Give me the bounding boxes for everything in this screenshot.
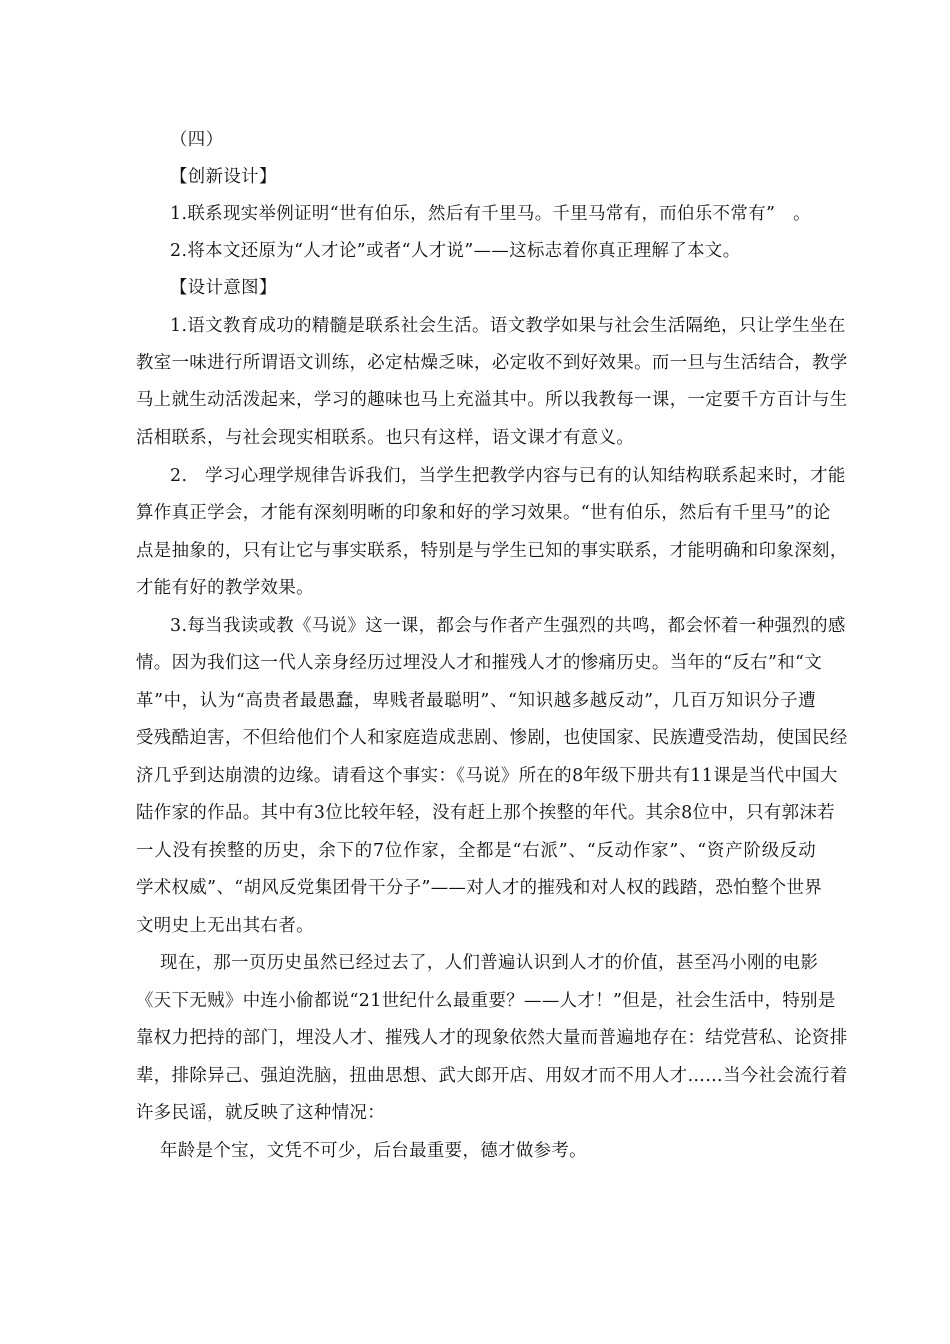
design-item-2: 2.将本文还原为“人才论”或者“人才说”——这标志着你真正理解了本文。 bbox=[170, 241, 741, 261]
paragraph-line: 活相联系，与社会现实相联系。也只有这样，语文课才有意义。 bbox=[136, 428, 635, 448]
paragraph-line: 2. 学习心理学规律告诉我们，当学生把教学内容与已有的认知结构联系起来时，才能 bbox=[170, 466, 846, 486]
folk-rhyme-line: 年龄是个宝，文凭不可少，后台最重要，德才做参考。 bbox=[160, 1141, 587, 1161]
paragraph-line: 革”中，认为“高贵者最愚蠢，卑贱者最聪明”、“知识越多越反动”，几百万知识分子遭 bbox=[136, 691, 816, 711]
paragraph-line: 点是抽象的，只有让它与事实联系，特别是与学生已知的事实联系，才能明确和印象深刻， bbox=[136, 541, 848, 561]
paragraph-line: 才能有好的教学效果。 bbox=[136, 578, 314, 598]
paragraph-line: 现在，那一页历史虽然已经过去了，人们普遍认识到人才的价值，甚至冯小刚的电影 bbox=[160, 953, 819, 973]
paragraph-line: 情。因为我们这一代人亲身经历过埋没人才和摧残人才的惨痛历史。当年的“反右”和“文 bbox=[136, 653, 823, 673]
paragraph-line: 马上就生动活泼起来，学习的趣味也马上充溢其中。所以我教每一课，一定要千方百计与生 bbox=[136, 390, 848, 410]
paragraph-line: 1.语文教育成功的精髓是联系社会生活。语文教学如果与社会生活隔绝，只让学生坐在 bbox=[170, 316, 846, 336]
paragraph-line: 学术权威”、“胡风反党集团骨干分子”——对人才的摧残和对人权的践踏，恐怕整个世界 bbox=[136, 878, 823, 898]
paragraph-line: 济几乎到达崩溃的边缘。请看这个事实：《马说》所在的8年级下册共有11课是当代中国大 bbox=[136, 766, 838, 786]
paragraph-line: 《天下无贼》中连小偷都说“21世纪什么最重要？——人才！”但是，社会生活中，特别是 bbox=[136, 991, 836, 1011]
paragraph-line: 3.每当我读或教《马说》这一课，都会与作者产生强烈的共鸣，都会怀着一种强烈的感 bbox=[170, 616, 846, 636]
paragraph-line: 受残酷迫害，不但给他们个人和家庭造成悲剧、惨剧，也使国家、民族遭受浩劫，使国民经 bbox=[136, 728, 848, 748]
paragraph-line: 靠权力把持的部门，埋没人才、摧残人才的现象依然大量而普遍地存在：结党营私、论资排 bbox=[136, 1028, 848, 1048]
paragraph-line: 一人没有挨整的历史，余下的7位作家，全都是“右派”、“反动作家”、“资产阶级反动 bbox=[136, 841, 816, 861]
section-number: （四） bbox=[170, 130, 224, 150]
design-intent-title: 【设计意图】 bbox=[170, 278, 277, 298]
paragraph-line: 教室一味进行所谓语文训练，必定枯燥乏味，必定收不到好效果。而一旦与生活结合，教学 bbox=[136, 353, 848, 373]
paragraph-line: 算作真正学会，才能有深刻明晰的印象和好的学习效果。“世有伯乐，然后有千里马”的论 bbox=[136, 503, 831, 523]
paragraph-line: 辈，排除异己、强迫洗脑，扭曲思想、武大郎开店、用奴才而不用人才……当今社会流行着 bbox=[136, 1066, 848, 1086]
paragraph-line: 陆作家的作品。其中有3位比较年轻，没有赶上那个挨整的年代。其余8位中，只有郭沫若 bbox=[136, 803, 835, 823]
paragraph-line: 许多民谣，就反映了这种情况： bbox=[136, 1103, 386, 1123]
paragraph-line: 文明史上无出其右者。 bbox=[136, 916, 314, 936]
innovation-design-title: 【创新设计】 bbox=[170, 167, 277, 187]
design-item-1: 1.联系现实举例证明“世有伯乐，然后有千里马。千里马常有，而伯乐不常有” 。 bbox=[170, 204, 811, 224]
